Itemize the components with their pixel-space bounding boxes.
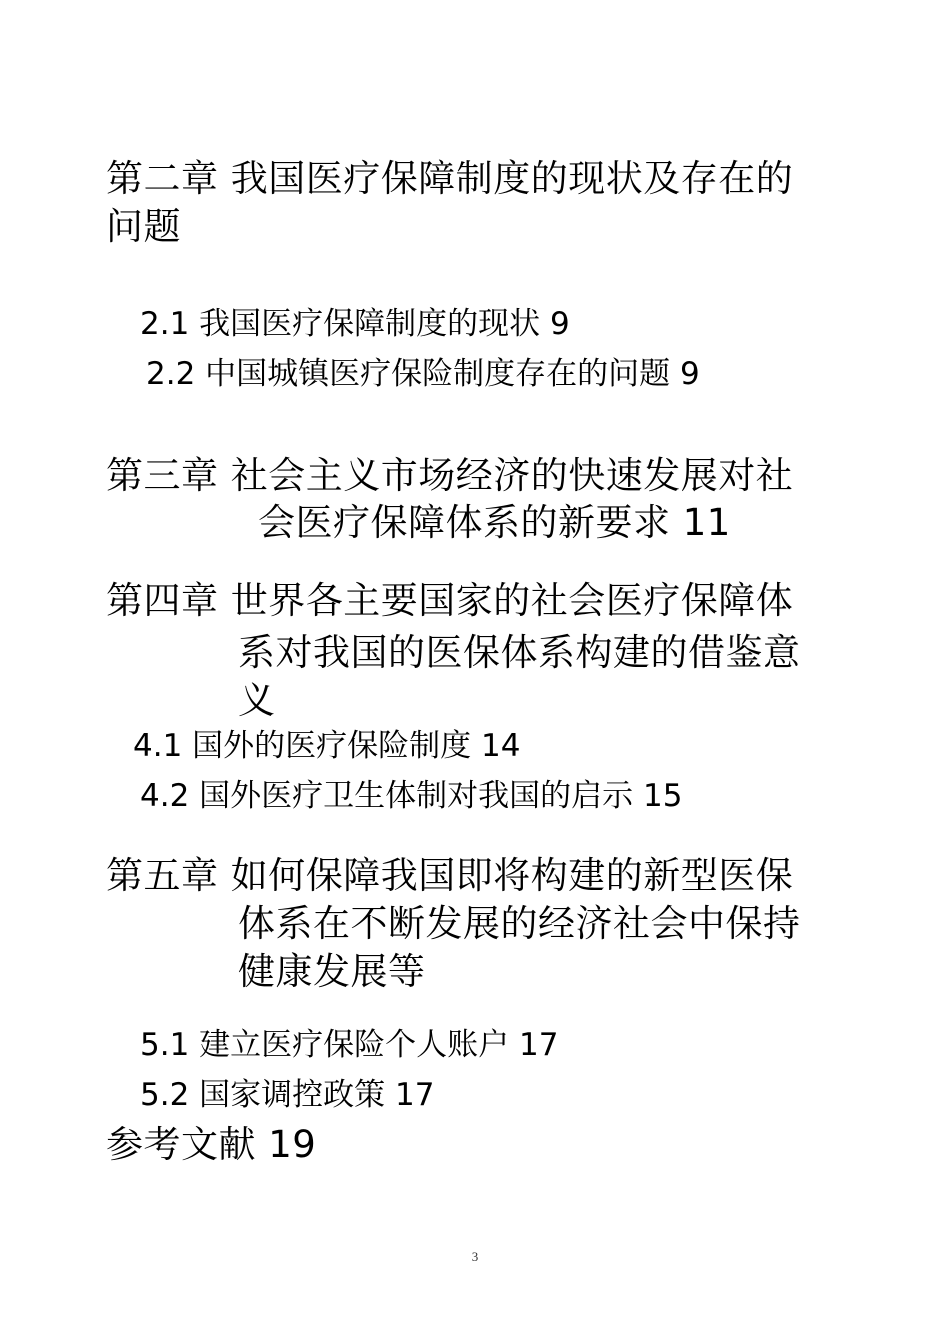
toc-section-4-2: 4.2 国外医疗卫生体制对我国的启示 15 [140,778,683,814]
toc-chapter-5-title: 第五章 如何保障我国即将构建的新型医保 [106,854,794,897]
toc-chapter-5-title-cont: 体系在不断发展的经济社会中保持 [238,902,801,945]
toc-chapter-3-title-cont: 会医疗保障体系的新要求 11 [258,501,731,544]
toc-chapter-4-title-cont2: 义 [238,679,276,722]
toc-chapter-4-title: 第四章 世界各主要国家的社会医疗保障体 [106,579,794,622]
toc-section-4-1: 4.1 国外的医疗保险制度 14 [133,728,521,764]
toc-chapter-3-title: 第三章 社会主义市场经济的快速发展对社 [106,454,794,497]
toc-references: 参考文献 19 [106,1123,317,1166]
page-number: 3 [471,1249,479,1264]
toc-section-2-2: 2.2 中国城镇医疗保险制度存在的问题 9 [146,356,700,392]
toc-section-5-2: 5.2 国家调控政策 17 [140,1077,435,1113]
toc-chapter-2-title-cont: 问题 [106,205,181,248]
toc-section-2-1: 2.1 我国医疗保障制度的现状 9 [140,306,570,342]
toc-chapter-2-title: 第二章 我国医疗保障制度的现状及存在的 [106,157,794,200]
toc-chapter-5-title-cont2: 健康发展等 [238,950,426,993]
toc-chapter-4-title-cont: 系对我国的医保体系构建的借鉴意 [238,631,801,674]
toc-section-5-1: 5.1 建立医疗保险个人账户 17 [140,1027,559,1063]
